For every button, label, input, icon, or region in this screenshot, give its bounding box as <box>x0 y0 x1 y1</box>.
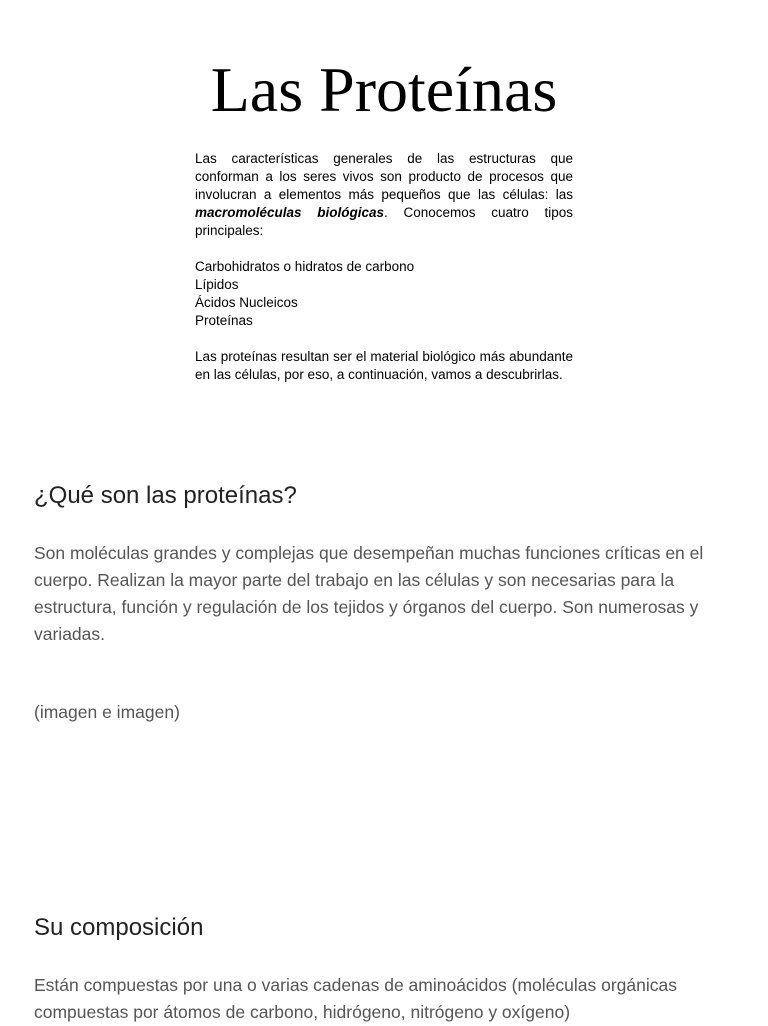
section-heading-que-son: ¿Qué son las proteínas? <box>34 482 297 509</box>
section-body-que-son: Son moléculas grandes y complejas que desempeñan muchas funciones críticas en el cuerpo. Realizan la mayor parte del trabajo en las células y son necesarias para la estructura, función y regulación de los tejidos y órganos del cuerpo. Son numerosas y variadas. <box>34 543 704 644</box>
intro-text-start: Las características generales de las estructuras que conforman a los seres vivos son producto de procesos que involucran a elementos más pequeños que las células: las <box>195 151 573 202</box>
image-placeholder-note: (imagen e imagen) <box>34 702 180 722</box>
intro-text-end: . Conocemos cuatro tipos principales: <box>195 205 574 238</box>
spacer <box>195 240 573 258</box>
list-item: Carbohidratos o hidratos de carbono <box>195 259 415 274</box>
list-item: Proteínas <box>195 313 253 328</box>
spacer <box>195 330 573 348</box>
section-heading-composicion: Su composición <box>34 914 204 941</box>
section-body-composicion: Están compuestas por una o varias cadenas de aminoácidos (moléculas orgánicas compuestas por átomos de carbono, hidrógeno, nitrógeno y oxígeno) <box>34 975 677 1022</box>
intro-paragraph-1 <box>195 150 573 240</box>
intro-block <box>195 150 573 384</box>
page-title: Las Proteínas <box>210 54 558 125</box>
list-item: Lípidos <box>195 277 239 292</box>
intro-emphasis: macromoléculas biológicas <box>195 205 385 220</box>
list-item: Ácidos Nucleicos <box>195 295 298 310</box>
intro-paragraph-2: Las proteínas resultan ser el material biológico más abundante en las células, por eso, a continuación, vamos a descubrirlas. <box>195 349 573 382</box>
macromolecule-list <box>195 258 573 330</box>
